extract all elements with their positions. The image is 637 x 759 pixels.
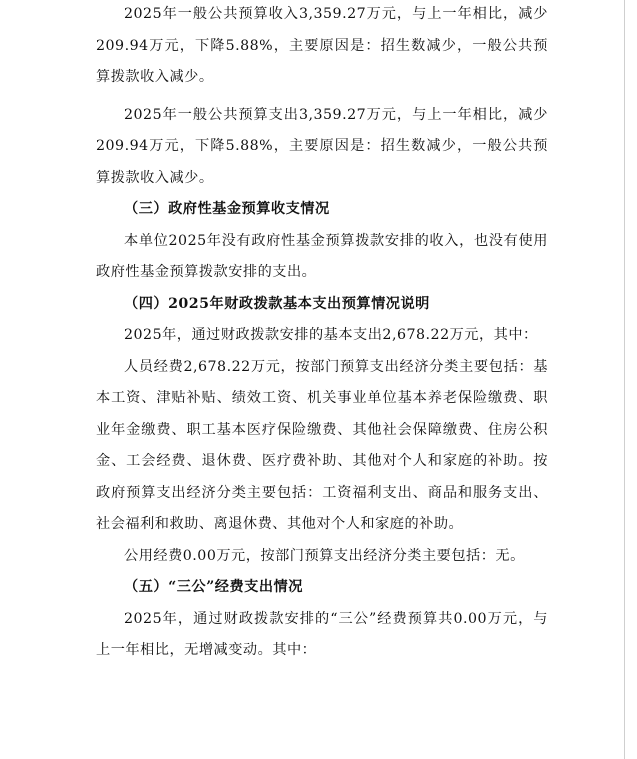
section-heading-government-fund: （三）政府性基金预算收支情况 [124,201,330,217]
section-heading-three-public: （五）“三公”经费支出情况 [124,579,303,595]
document-body [96,0,548,667]
paragraph-government-fund: 本单位2025年没有政府性基金预算拨款安排的收入，也没有使用政府性基金预算拨款安排的支出。 [96,232,548,280]
paragraph-personnel-expenses: 人员经费2,678.22万元，按部门预算支出经济分类主要包括：基本工资、津贴补贴、绩效工资、机关事业单位基本养老保险缴费、职业年金缴费、职工基本医疗保险缴费、其他社会保障缴费、住房公积金、工会经费、退休费、医疗费补助、其他对个人和家庭的补助。按政府预算支出经济分类主要包括：工资福利支出、商品和服务支出、社会福利和救助、离退休费、其他对个人和家庭的补助。 [96,358,548,532]
paragraph-public-expenses: 公用经费0.00万元，按部门预算支出经济分类主要包括：无。 [124,547,525,564]
section-heading-basic-expenditure: （四）2025年财政拨款基本支出预算情况说明 [124,295,430,312]
page-edge-divider [624,0,625,759]
paragraph-basic-expenditure: 2025年，通过财政拨款安排的基本支出2,678.22万元，其中： [124,327,538,343]
paragraph-expenditure: 2025年一般公共预算支出3,359.27万元，与上一年相比，减少209.94万元，下降5.88%，主要原因是：招生数减少，一般公共预算拨款收入减少。 [96,106,548,186]
paragraph-revenue: 2025年一般公共预算收入3,359.27万元，与上一年相比，减少209.94万元，下降5.88%，主要原因是：招生数减少，一般公共预算拨款收入减少。 [96,6,548,85]
paragraph-three-public: 2025年，通过财政拨款安排的“三公”经费预算共0.00万元，与上一年相比，无增减变动。其中： [96,610,548,658]
